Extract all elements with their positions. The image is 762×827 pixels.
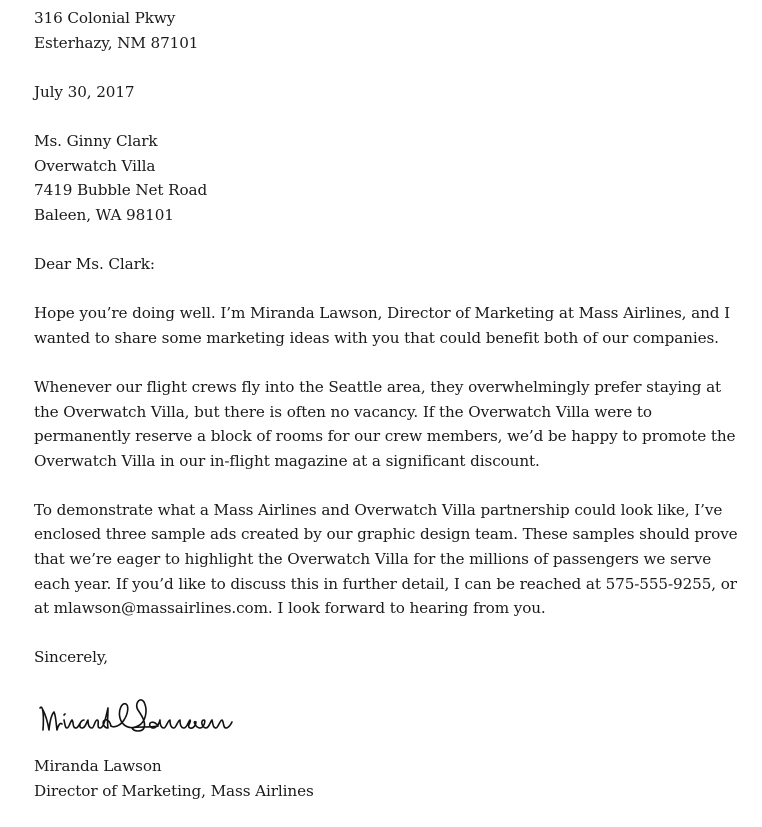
recipient-city-state-zip: Baleen, WA 98101 (34, 205, 174, 224)
letter-date: July 30, 2017 (34, 82, 135, 101)
sender-address (34, 6, 746, 55)
sender-street: 316 Colonial Pkwy (34, 9, 176, 27)
closing-block (34, 645, 746, 670)
paragraph-line: Hope you’re doing well. I’m Miranda Lawson, Director of Marketing at Mass Airlines, and I (34, 304, 730, 323)
signer-block (34, 754, 746, 803)
body-paragraph-2 (34, 375, 746, 473)
recipient-address (34, 129, 746, 227)
signer-name: Miranda Lawson (34, 757, 162, 776)
paragraph-line: that we’re eager to highlight the Overwatch Villa for the millions of passengers we serve (34, 550, 712, 569)
paragraph-line: enclosed three sample ads created by our graphic design team. These samples should prove (34, 525, 738, 544)
recipient-name: Ms. Ginny Clark (34, 131, 158, 150)
paragraph-line: permanently reserve a block of rooms for our crew members, we’d be happy to promote the (34, 427, 736, 446)
signature-image (34, 686, 746, 742)
closing: Sincerely, (34, 648, 109, 667)
salutation-block (34, 252, 746, 277)
letter-date-block (34, 80, 746, 105)
body-paragraph-3 (34, 498, 746, 621)
salutation: Dear Ms. Clark: (34, 254, 155, 273)
signer-title: Director of Marketing, Mass Airlines (34, 781, 314, 800)
paragraph-line: Whenever our flight crews fly into the Seattle area, they overwhelmingly prefer staying at (34, 377, 722, 396)
recipient-street: 7419 Bubble Net Road (34, 181, 208, 200)
sender-city-state-zip: Esterhazy, NM 87101 (34, 33, 199, 52)
paragraph-line: each year. If you’d like to discuss this in further detail, I can be reached at 575-555-9255, or (34, 574, 737, 593)
letter (34, 6, 746, 803)
paragraph-line: Overwatch Villa in our in-flight magazine at a significant discount. (34, 451, 540, 470)
paragraph-line: wanted to share some marketing ideas with you that could benefit both of our companies. (34, 328, 719, 347)
paragraph-line: the Overwatch Villa, but there is often no vacancy. If the Overwatch Villa were to (34, 402, 652, 421)
paragraph-line: at mlawson@massairlines.com. I look forward to hearing from you. (34, 599, 546, 618)
signature-graphic (34, 686, 314, 742)
paragraph-line: To demonstrate what a Mass Airlines and Overwatch Villa partnership could look like, I’ve (34, 500, 723, 519)
body-paragraph-1 (34, 301, 746, 350)
recipient-company: Overwatch Villa (34, 156, 156, 175)
